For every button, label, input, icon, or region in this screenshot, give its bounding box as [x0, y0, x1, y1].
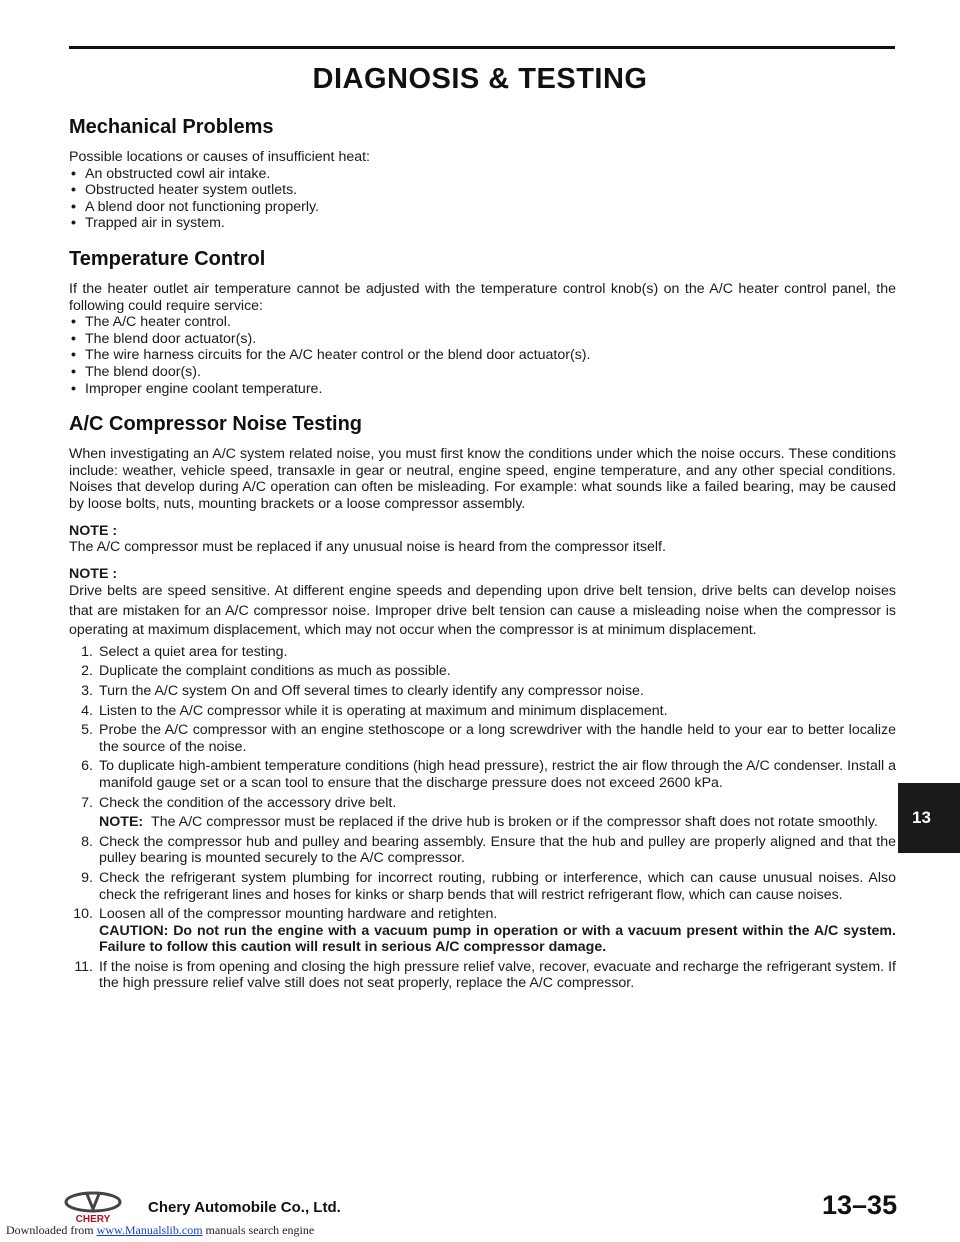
step-item — [69, 703, 896, 720]
page-title: DIAGNOSIS & TESTING — [312, 63, 648, 95]
download-suffix: manuals search engine — [202, 1223, 315, 1237]
step-text: Check the refrigerant system plumbing for incorrect routing, rubbing or interference, which can cause unusual noises. Also check the refrigerant lines and hoses for kinks or sharp bends that will restrict refrigerant flow, which can cause noises. — [99, 869, 896, 903]
note-text: The A/C compressor must be replaced if any unusual noise is heard from the compressor itself. — [69, 539, 666, 556]
page-number: 13–35 — [822, 1190, 898, 1220]
note-label: NOTE : — [69, 565, 118, 582]
page-content — [69, 116, 896, 995]
list-item: • Improper engine coolant temperature. — [69, 381, 896, 398]
step-note — [99, 814, 896, 831]
list-item: • The blend door(s). — [69, 364, 896, 381]
step-item — [69, 906, 896, 956]
step-text: Probe the A/C compressor with an engine stethoscope or a long screwdriver with the handle held to your ear to better localize the source of the noise. — [99, 722, 896, 755]
footer-company: Chery Automobile Co., Ltd. — [148, 1199, 341, 1216]
step-item — [69, 795, 896, 831]
procedure-steps — [69, 644, 896, 992]
list-item: • The blend door actuator(s). — [69, 331, 896, 348]
section-tab[interactable]: 13 — [898, 783, 960, 853]
temperature-list — [69, 314, 896, 397]
step-number: 3. — [81, 682, 93, 699]
step-item — [69, 722, 896, 755]
step-note-text: The A/C compressor must be replaced if the drive hub is broken or if the compressor shaft does not rotate smoothly. — [151, 814, 878, 831]
step-text: Check the condition of the accessory drive belt. — [99, 794, 397, 811]
chery-logo-icon — [58, 1191, 128, 1225]
step-item — [69, 663, 896, 680]
caution-text: CAUTION: Do not run the engine with a vacuum pump in operation or with a vacuum present within the A/C system. Failure to follow this caution will result in serious A/C compressor damage. — [99, 922, 896, 956]
heading-temperature-control: Temperature Control — [69, 247, 266, 270]
step-note-label: NOTE: — [99, 814, 144, 831]
manualslib-link[interactable]: www.Manualslib.com — [96, 1223, 203, 1237]
temperature-intro: If the heater outlet air temperature cannot be adjusted with the temperature control knob(s) on the A/C heater control panel, the following could require service: — [69, 280, 896, 314]
step-text: Check the compressor hub and pulley and bearing assembly. Ensure that the hub and pulley are properly aligned and that the pulley bearing is mounted securely to the A/C compressor. — [99, 833, 896, 867]
step-item — [69, 870, 896, 903]
list-item: • Obstructed heater system outlets. — [69, 182, 896, 199]
step-number: 6. — [81, 758, 93, 775]
logo-wordmark: CHERY — [75, 1214, 111, 1225]
step-number: 7. — [81, 794, 93, 811]
list-item: • A blend door not functioning properly. — [69, 199, 896, 216]
step-text: To duplicate high-ambient temperature conditions (high head pressure), restrict the air flow through the A/C condenser. Install a manifold gauge set or a scan tool to ensure that the discharge pressure does not exceed 2600 kPa. — [99, 758, 896, 791]
step-number: 10. — [73, 906, 93, 923]
step-item — [69, 758, 896, 791]
step-text: Select a quiet area for testing. — [99, 643, 288, 660]
step-item — [69, 834, 896, 867]
heading-compressor-noise-testing: A/C Compressor Noise Testing — [69, 413, 363, 436]
list-item: • The A/C heater control. — [69, 314, 896, 331]
top-rule — [69, 46, 895, 49]
download-credit — [6, 1223, 314, 1238]
list-item: • The wire harness circuits for the A/C heater control or the blend door actuator(s). — [69, 347, 896, 364]
list-item: • An obstructed cowl air intake. — [69, 166, 896, 183]
heading-mechanical-problems: Mechanical Problems — [69, 116, 274, 138]
step-item — [69, 644, 896, 661]
step-item — [69, 959, 896, 992]
step-text: Listen to the A/C compressor while it is operating at maximum and minimum displacement. — [99, 702, 668, 719]
step-number: 2. — [81, 663, 93, 680]
mechanical-intro: Possible locations or causes of insufficient heat: — [69, 149, 370, 165]
compressor-intro: When investigating an A/C system related noise, you must first know the conditions under which the noise occurs. These conditions include: weather, vehicle speed, transaxle in gear or neutral, engine speed, engine temperature, and any other special conditions. Noises that develop during A/C operation can often be misleading. For example: what sounds like a failed bearing, may be caused by loose bolts, nuts, mounting brackets or a loose compressor assembly. — [69, 446, 896, 512]
mechanical-list — [69, 166, 896, 232]
step-number: 5. — [81, 722, 93, 739]
step-text: If the noise is from opening and closing the high pressure relief valve, recover, evacuate and recharge the refrigerant system. If the high pressure relief valve still does not seat properly, replace the A/C compressor. — [99, 958, 896, 992]
step-text: Duplicate the complaint conditions as much as possible. — [99, 663, 451, 680]
step-number: 1. — [81, 643, 93, 660]
step-item — [69, 683, 896, 700]
step-number: 4. — [81, 702, 93, 719]
download-prefix: Downloaded from — [6, 1223, 94, 1237]
step-text: Turn the A/C system On and Off several times to clearly identify any compressor noise. — [99, 682, 644, 699]
step-text: Loosen all of the compressor mounting hardware and retighten. — [99, 906, 498, 923]
step-number: 8. — [81, 833, 93, 850]
list-item: • Trapped air in system. — [69, 215, 896, 232]
note-text: Drive belts are speed sensitive. At different engine speeds and depending upon drive belt tension, drive belts can develop noises that are mistaken for an A/C compressor noise. Improper drive belt tension can cause a misleading noise when the compressor is operating at maximum displacement, which may not occur when the compressor is at minimum displacement. — [69, 583, 896, 639]
note-label: NOTE : — [69, 522, 118, 539]
step-number: 11. — [74, 958, 93, 975]
step-number: 9. — [81, 869, 93, 886]
